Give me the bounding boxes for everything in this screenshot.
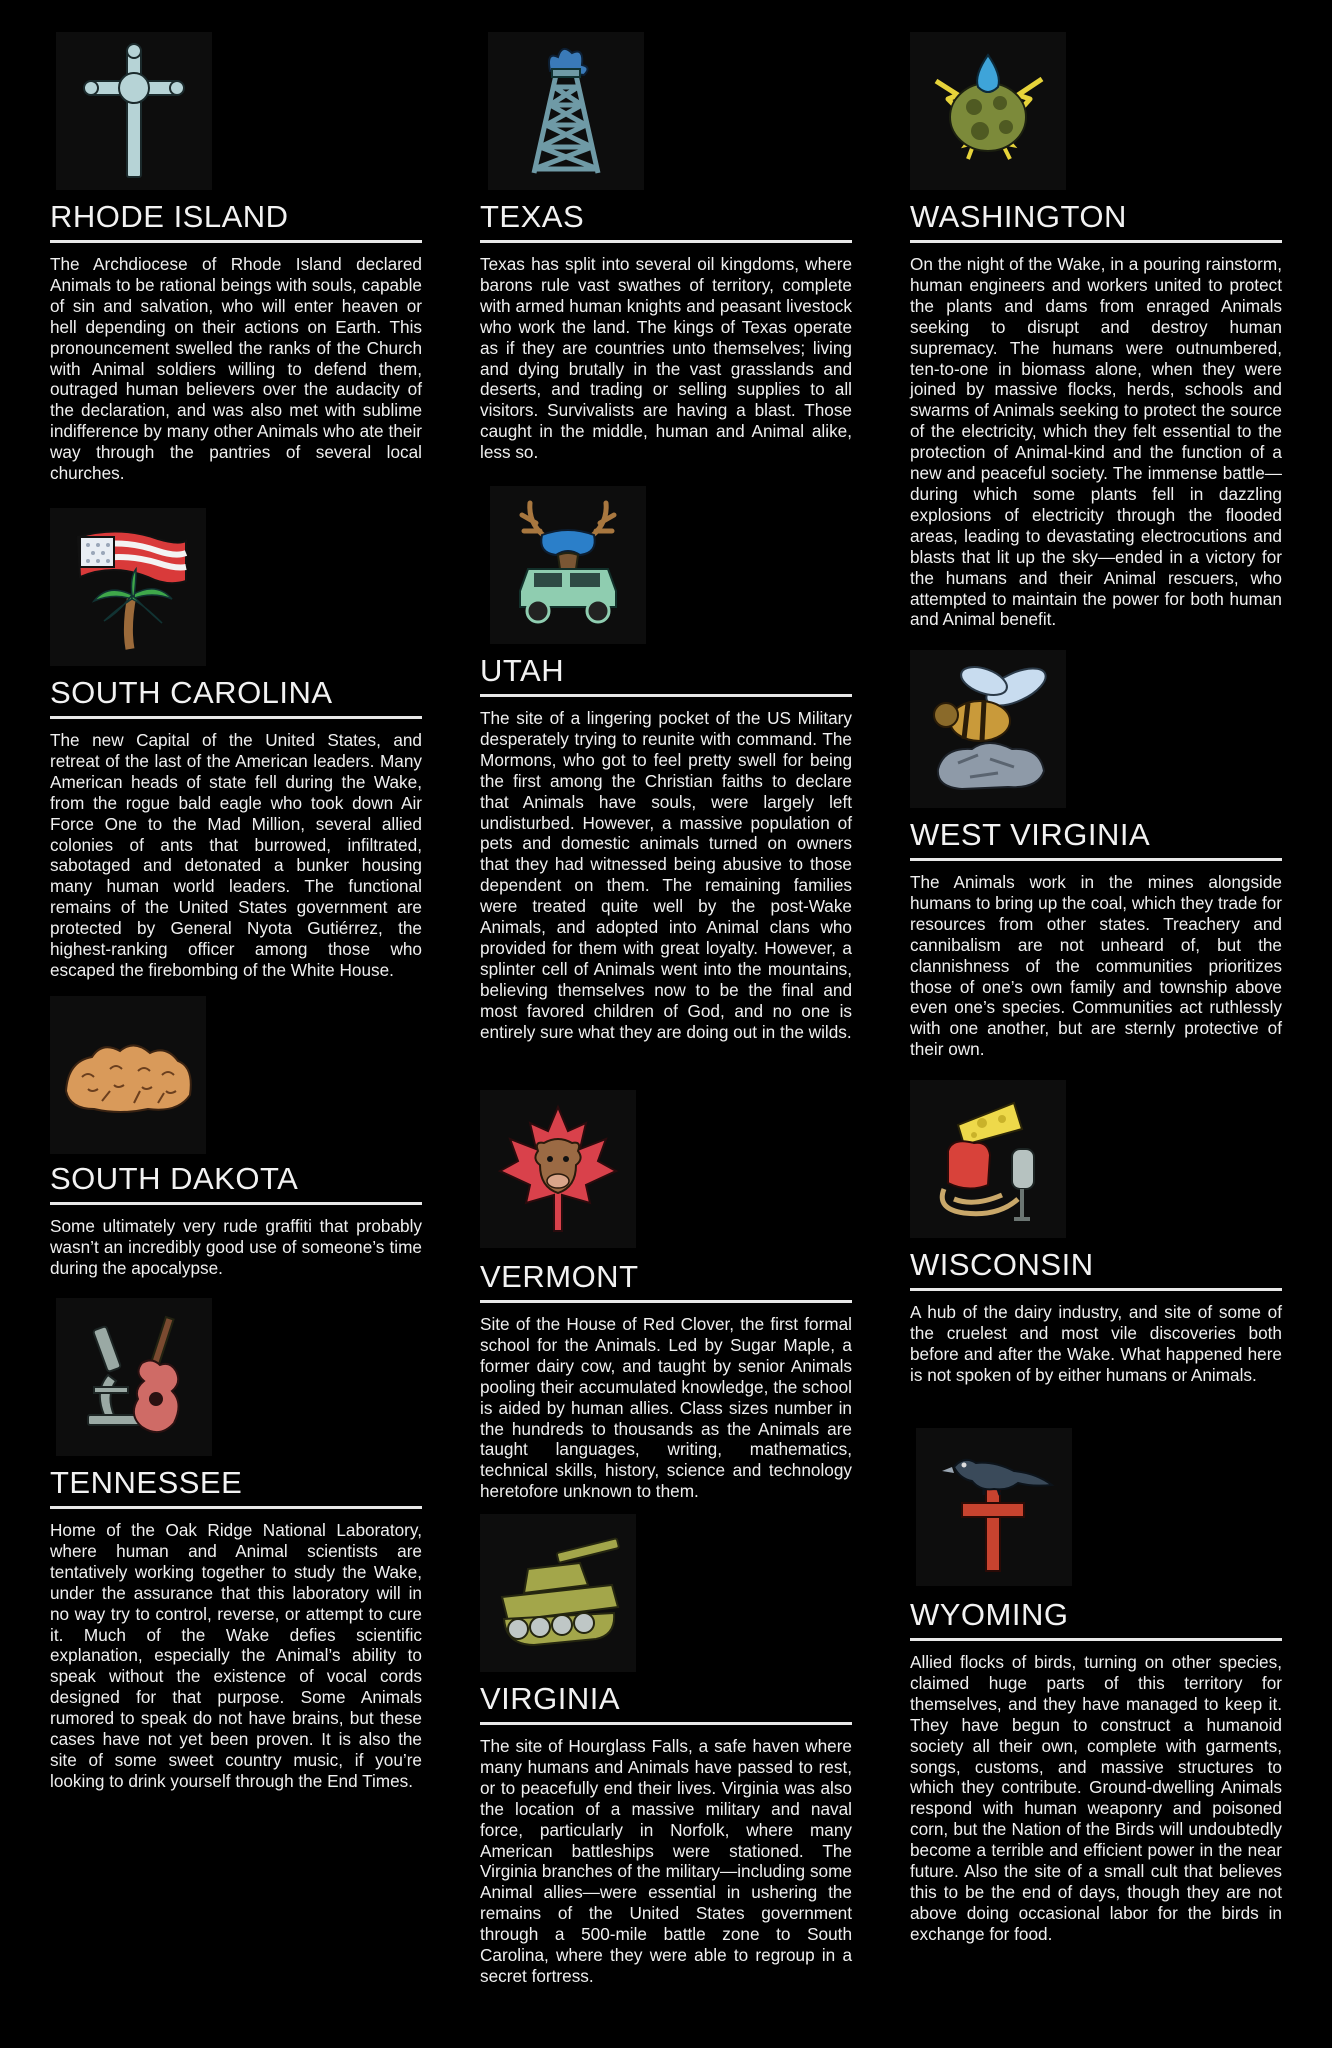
entry-tennessee	[50, 1298, 422, 1792]
tank-icon	[480, 1514, 636, 1672]
maple-leaf-cow-icon	[480, 1090, 636, 1248]
mount-rushmore-icon	[50, 996, 206, 1154]
state-title: UTAH	[480, 654, 852, 697]
entry-utah	[480, 486, 852, 1043]
state-title: WEST VIRGINIA	[910, 818, 1282, 861]
state-title: WISCONSIN	[910, 1248, 1282, 1291]
entry-south-dakota	[50, 996, 422, 1279]
turtle-lightning-icon	[910, 32, 1066, 190]
oil-derrick-icon	[488, 32, 644, 190]
state-title: VIRGINIA	[480, 1682, 852, 1725]
state-title: SOUTH DAKOTA	[50, 1162, 422, 1205]
state-description: The site of Hourglass Falls, a safe haven where many humans and Animals have passed to rest, or to peacefully end their lives. Virginia was also the location of a massive military and naval force, particularly in Norfolk, where many American battleships were stationed. The Virginia branches of the military—including some Animal allies—were essential in ushering the remains of the United States government through a 500-mile battle zone to South Carolina, where they were able to regroup in a secret fortress.	[480, 1736, 852, 1986]
crow-cross-icon	[916, 1428, 1072, 1586]
state-title: VERMONT	[480, 1260, 852, 1303]
state-description: Texas has split into several oil kingdoms, where barons rule vast swathes of territory, complete with armed human knights and peasant livestock who work the land. The kings of Texas operate as if they are countries unto themselves; living and dying brutally in the vast grasslands and deserts, and trading or selling supplies to all visitors. Survivalists are having a blast. Those caught in the middle, human and Animal alike, less so.	[480, 254, 852, 463]
entry-wisconsin	[910, 1080, 1282, 1386]
flag-palm-icon	[50, 508, 206, 666]
entry-vermont	[480, 1090, 852, 1502]
state-description: The site of a lingering pocket of the US Military desperately trying to reunite with command. The Mormons, who got to feel pretty swell for being the first among the Christian faiths to declare that Animals have souls, were largely left undisturbed. However, a massive population of pets and domestic animals turned on owners that they had witnessed being abusive to those dependent on them. The remaining families were treated quite well by the post-Wake Animals, and adopted into Animal clans who provided for them with great loyalty. However, a splinter cell of Animals went into the mountains, believing themselves now to be the final and most favored children of God, and no one is entirely sure what they are doing out in the wilds.	[480, 708, 852, 1042]
bee-coal-icon	[910, 650, 1066, 808]
state-title: TEXAS	[480, 200, 852, 243]
entry-washington	[910, 32, 1282, 630]
state-title: SOUTH CAROLINA	[50, 676, 422, 719]
elk-humvee-icon	[490, 486, 646, 644]
state-description: Allied flocks of birds, turning on other species, claimed huge parts of this territory for themselves, and they have managed to keep it. They have begun to construct a humanoid society all their own, complete with garments, songs, customs, and massive structures to which they contribute. Ground-dwelling Animals respond with human weaponry and poisoned corn, but the Nation of the Birds will undoubtedly become a terrible and efficient power in the near future. Also the site of a small cult that believes this to be the end of days, though they are not above doing occasional labor for the birds in exchange for food.	[910, 1652, 1282, 1944]
entry-virginia	[480, 1514, 852, 1987]
state-description: The Archdiocese of Rhode Island declared Animals to be rational beings with souls, capable of sin and salvation, who will enter heaven or hell depending on their actions on Earth. This pronouncement swelled the ranks of the Church with Animal soldiers willing to defend them, outraged human believers over the audacity of the declaration, and was also met with sublime indifference by many other Animals who ate their way through the pantries of several local churches.	[50, 254, 422, 484]
state-description: On the night of the Wake, in a pouring rainstorm, human engineers and workers united to protect the plants and dams from enraged Animals seeking to disrupt and destroy human supremacy. The humans were outnumbered, ten-to-one in biomass alone, when they were joined by massive flocks, herds, schools and swarms of Animals seeking to protect the source of the electricity, which they felt essential to the protection of Animal-kind and the function of a new and peaceful society. The immense battle—during which some plants fell in dazzling explosions of electricity through the flooded areas, leading to devastating electrocutions and blasts that lit up the sky—ended in a victory for the humans and their Animal rescuers, who attempted to maintain the power for both human and Animal benefit.	[910, 254, 1282, 630]
state-description: The Animals work in the mines alongside humans to bring up the coal, which they trade for resources from other states. Treachery and cannibalism are not unheard of, but the clannishness of the communities prioritizes those of one’s own family and township above even one’s species. Communities act ruthlessly with one another, but are sternly protective of their own.	[910, 872, 1282, 1060]
state-title: TENNESSEE	[50, 1466, 422, 1509]
state-title: RHODE ISLAND	[50, 200, 422, 243]
state-description: A hub of the dairy industry, and site of some of the cruelest and most vile discoveries both before and after the Wake. What happened here is not spoken of by either humans or Animals.	[910, 1302, 1282, 1385]
microscope-guitar-icon	[56, 1298, 212, 1456]
entry-rhode-island	[50, 32, 422, 484]
cheese-milking-icon	[910, 1080, 1066, 1238]
state-description: Site of the House of Red Clover, the first formal school for the Animals. Led by Sugar Maple, a former dairy cow, and taught by senior Animals pooling their accumulated knowledge, the school is aided by human allies. Class sizes number in the hundreds to thousands as the Animals are taught languages, writing, mathematics, technical skills, history, science and technology heretofore unknown to them.	[480, 1314, 852, 1502]
entry-south-carolina	[50, 508, 422, 981]
entry-texas	[480, 32, 852, 463]
state-title: WASHINGTON	[910, 200, 1282, 243]
entry-wyoming	[910, 1428, 1282, 1945]
cross-icon	[56, 32, 212, 190]
entry-west-virginia	[910, 650, 1282, 1060]
state-description: The new Capital of the United States, and retreat of the last of the American leaders. Many American heads of state fell during the Wake, from the rogue bald eagle who took down Air Force One to the Mad Million, several allied colonies of ants that burrowed, infiltrated, sabotaged and detonated a bunker housing many human world leaders. The functional remains of the United States government are protected by General Nyota Gutiérrez, the highest-ranking officer among those who escaped the firebombing of the White House.	[50, 730, 422, 980]
state-title: WYOMING	[910, 1598, 1282, 1641]
state-description: Some ultimately very rude graffiti that probably wasn’t an incredibly good use of someone’s time during the apocalypse.	[50, 1216, 422, 1278]
state-description: Home of the Oak Ridge National Laboratory, where human and Animal scientists are tentatively working together to study the Wake, under the assurance that this laboratory will in no way try to control, reverse, or attempt to cure it. Much of the Wake defies scientific explanation, especially the Animal’s ability to speak without the existence of vocal cords designed for that purpose. Some Animals rumored to speak do not have brains, but these cases have not yet been proven. It is also the site of some sweet country music, if you’re looking to drink yourself through the End Times.	[50, 1520, 422, 1791]
